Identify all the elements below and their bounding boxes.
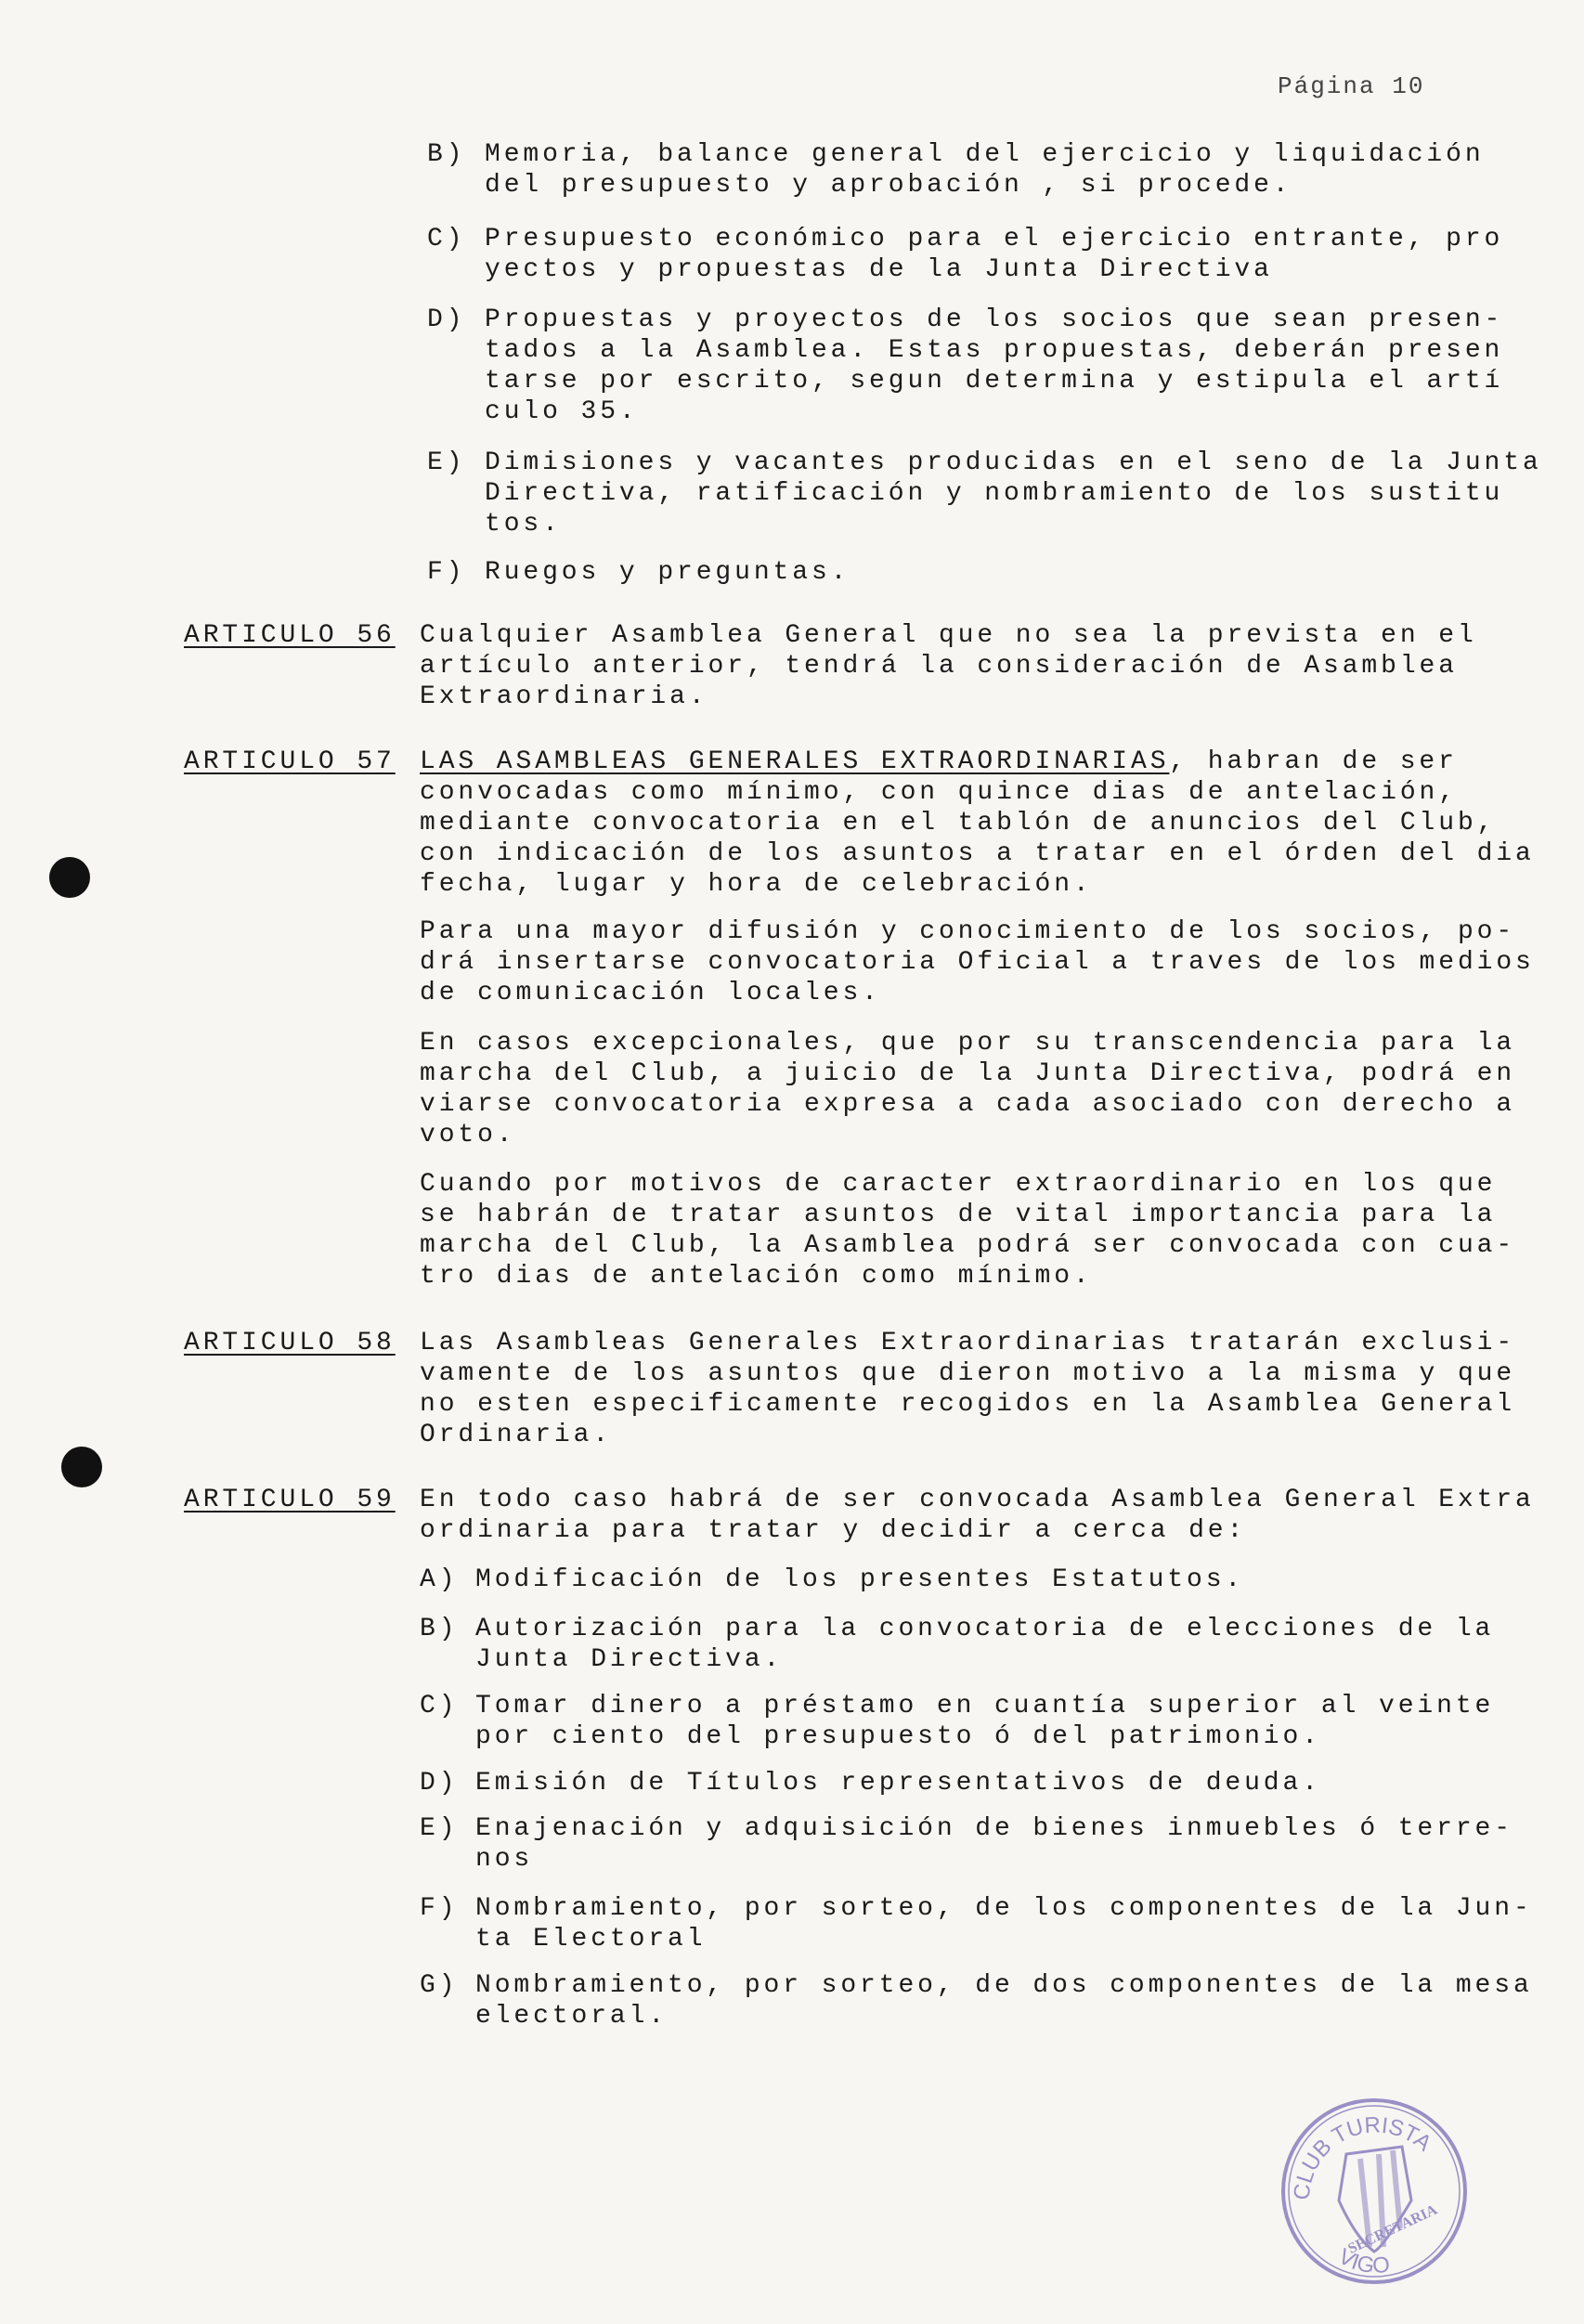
list-item-letter: B) (420, 1615, 459, 1643)
list-item-letter: D) (427, 305, 466, 334)
list-item-letter: B) (427, 140, 466, 169)
svg-text:VIGO: VIGO (1333, 2243, 1392, 2279)
list-item-line: tarse por escrito, segun determina y estipula el artí (485, 367, 1504, 396)
paragraph-line: artículo anterior, tendrá la consideración de Asamblea (420, 652, 1458, 681)
paragraph-line: Extraordinaria. (420, 682, 708, 711)
article-label: ARTICULO 58 (184, 1329, 396, 1357)
list-item-letter: F) (420, 1894, 459, 1923)
punch-hole (49, 857, 90, 898)
paragraph-line: tro dias de antelación como mínimo. (420, 1262, 1093, 1291)
paragraph-line: drá insertarse convocatoria Oficial a traves de los medios (420, 948, 1535, 977)
paragraph-line: En casos excepcionales, que por su transcendencia para la (420, 1029, 1516, 1058)
list-item-letter: E) (427, 448, 466, 477)
list-item-line: yectos y propuestas de la Junta Directiva (485, 255, 1273, 284)
paragraph-line: Cualquier Asamblea General que no sea la prevista en el (420, 621, 1477, 650)
paragraph-line: Para una mayor difusión y conocimiento de los socios, po- (420, 917, 1516, 946)
paragraph-line: ordinaria para tratar y decidir a cerca de: (420, 1516, 1247, 1545)
list-item-line: nos (475, 1845, 534, 1874)
article-label: ARTICULO 56 (184, 621, 396, 650)
punch-hole (61, 1447, 102, 1487)
list-item-line: Emisión de Títulos representativos de deuda. (475, 1769, 1321, 1798)
list-item-line: Modificación de los presentes Estatutos. (475, 1565, 1245, 1594)
list-item-line: culo 35. (485, 397, 639, 426)
list-item-line: Junta Directiva. (475, 1645, 784, 1674)
list-item-line: por ciento del presupuesto ó del patrimonio. (475, 1722, 1321, 1751)
list-item-letter: C) (420, 1692, 459, 1720)
paragraph-line: marcha del Club, a juicio de la Junta Directiva, podrá en (420, 1059, 1516, 1088)
paragraph-line: voto. (420, 1121, 516, 1149)
article-label: ARTICULO 57 (184, 747, 396, 776)
svg-text:SECRETARIA: SECRETARIA (1345, 2201, 1440, 2257)
list-item-line: Directiva, ratificación y nombramiento de los sustitu (485, 479, 1504, 508)
list-item-letter: F) (427, 558, 466, 587)
paragraph-line: convocadas como mínimo, con quince dias de antelación, (420, 778, 1458, 807)
list-item-line: Ruegos y preguntas. (485, 558, 850, 587)
list-item-line: Dimisiones y vacantes producidas en el seno de la Junta (485, 448, 1542, 477)
paragraph-line: con indicación de los asuntos a tratar en el órden del dia (420, 839, 1535, 868)
paragraph-line: vamente de los asuntos que dieron motivo a la misma y que (420, 1359, 1516, 1388)
paragraph-line: se habrán de tratar asuntos de vital importancia para la (420, 1201, 1497, 1229)
list-item-letter: C) (427, 225, 466, 253)
list-item-letter: D) (420, 1769, 459, 1798)
club-stamp (1272, 2089, 1476, 2293)
list-item-line: ta Electoral (475, 1925, 707, 1954)
list-item-line: Enajenación y adquisición de bienes inmuebles ó terre- (475, 1814, 1513, 1843)
list-item-line: electoral. (475, 2002, 669, 2031)
paragraph-line: Ordinaria. (420, 1421, 613, 1449)
paragraph-line: viarse convocatoria expresa a cada asociado con derecho a (420, 1090, 1516, 1119)
paragraph-line: En todo caso habrá de ser convocada Asamblea General Extra (420, 1486, 1535, 1514)
paragraph-line: Las Asambleas Generales Extraordinarias tratarán exclusi- (420, 1329, 1516, 1357)
list-item-letter: E) (420, 1814, 459, 1843)
paragraph-line: marcha del Club, la Asamblea podrá ser convocada con cua- (420, 1231, 1516, 1260)
list-item-line: tados a la Asamblea. Estas propuestas, deberán presen (485, 336, 1504, 365)
list-item-letter: A) (420, 1565, 459, 1594)
list-item-line: tos. (485, 510, 562, 539)
list-item-line: Presupuesto económico para el ejercicio entrante, pro (485, 225, 1504, 253)
article-label: ARTICULO 59 (184, 1486, 396, 1514)
list-item-line: Nombramiento, por sorteo, de los componentes de la Jun- (475, 1894, 1533, 1923)
paragraph-line: de comunicación locales. (420, 979, 881, 1007)
paragraph-line: fecha, lugar y hora de celebración. (420, 870, 1093, 899)
paragraph-line: mediante convocatoria en el tablón de anuncios del Club, (420, 809, 1497, 837)
list-item-line: Autorización para la convocatoria de elecciones de la (475, 1615, 1495, 1643)
list-item-line: Memoria, balance general del ejercicio y liquidación (485, 140, 1485, 169)
list-item-line: Propuestas y proyectos de los socios que sean presen- (485, 305, 1504, 334)
page-number: Página 10 (1278, 72, 1425, 100)
list-item-letter: G) (420, 1971, 459, 2000)
article-heading-rest: , habran de ser (1169, 747, 1458, 776)
paragraph-line: Cuando por motivos de caracter extraordinario en los que (420, 1170, 1497, 1199)
article-heading: LAS ASAMBLEAS GENERALES EXTRAORDINARIAS (420, 747, 1170, 776)
list-item-line: del presupuesto y aprobación , si procede. (485, 171, 1292, 200)
paragraph-line: no esten especificamente recogidos en la Asamblea General (420, 1390, 1516, 1419)
list-item-line: Nombramiento, por sorteo, de dos componentes de la mesa (475, 1971, 1533, 2000)
list-item-line: Tomar dinero a préstamo en cuantía superior al veinte (475, 1692, 1495, 1720)
svg-text:CLUB TURISTA: CLUB TURISTA (1289, 2112, 1436, 2201)
